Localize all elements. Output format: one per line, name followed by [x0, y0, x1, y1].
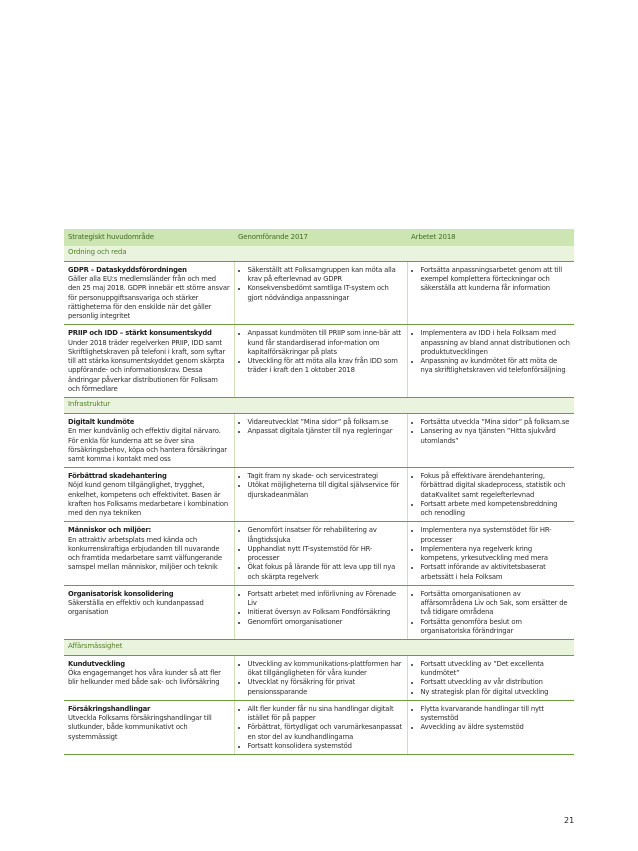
implementation-2017-cell — [234, 468, 407, 522]
header-implementation-2017: Genomförande 2017 — [234, 229, 407, 246]
row-description: Nöjd kund genom tillgänglighet, trygghet, enkelhet, kompetens och effektivitet. Basen är kraften hos Folksams medarbetare i kombination med den nya tekniken — [68, 481, 229, 518]
bullet-item: • Fortsatt konsolidera systemstöd — [248, 742, 403, 751]
strategic-area-cell — [64, 522, 234, 585]
implementation-2017-cell — [234, 700, 407, 754]
section-row — [64, 639, 574, 655]
bullet-item: • Initierat översyn av Folksam Fondförsäkring — [248, 608, 403, 617]
work-2018-cell — [407, 655, 574, 700]
bullet-item: • Fortsätta genomföra beslut om organisatoriska förändringar — [421, 618, 571, 636]
bullet-item: • Upphandlat nytt IT-systemstöd för HR-processer — [248, 545, 403, 563]
page-number: 21 — [564, 816, 575, 825]
bullet-item: • Fortsatt utveckling av vår distribution — [421, 678, 571, 687]
strategic-area-cell — [64, 700, 234, 754]
bullet-list — [412, 660, 571, 697]
strategy-table — [64, 229, 574, 755]
strategic-area-cell — [64, 585, 234, 639]
bullet-item: • Utveckling av kommunikations-plattformen har ökat tillgängligheten för våra kunder — [248, 660, 403, 678]
bullet-item: • Utveckling för att möta alla krav från IDD som träder i kraft den 1 oktober 2018 — [248, 357, 403, 375]
bullet-item: • Tagit fram ny skade- och servicestrategi — [248, 472, 403, 481]
bullet-item: • Avveckling av äldre systemstöd — [421, 723, 571, 732]
strategic-area-cell — [64, 262, 234, 325]
header-strategic-area: Strategiskt huvudområde — [64, 229, 234, 246]
row-description: En mer kundvänlig och effektiv digital närvaro. För enkla för kunderna att se över sina försäkringsbehov, köpa och hantera försäkringar samt komma i kontakt med oss — [68, 427, 227, 463]
work-2018-cell — [407, 414, 574, 468]
bullet-list — [239, 526, 403, 581]
section-title: Ordning och reda — [64, 246, 574, 262]
bullet-item: • Säkerställt att Folksamgruppen kan möta alla krav på efterlevnad av GDPR — [248, 266, 403, 284]
section-title: Affärsmässighet — [64, 639, 574, 655]
row-description: Gäller alla EU:s medlemsländer från och med den 25 maj 2018. GDPR innebär ett större ansvar för personuppgiftsansvariga och stärker rättigheterna för den enskilde när det gäller personlig integritet — [68, 275, 230, 321]
bullet-list — [412, 705, 571, 733]
row-heading: PRIIP och IDD – stärkt konsumentskydd — [68, 329, 212, 338]
table-row — [64, 325, 574, 398]
section-row — [64, 246, 574, 262]
implementation-2017-cell — [234, 655, 407, 700]
header-work-2018: Arbetet 2018 — [407, 229, 574, 246]
bullet-item: • Fortsätta anpassningsarbetet genom att till exempel komplettera förteckningar och säkerställa att kunderna får information — [421, 266, 571, 294]
bullet-item: • Fortsätta utveckla ”Mina sidor” på folksam.se — [421, 418, 571, 427]
bullet-list — [239, 660, 403, 697]
work-2018-cell — [407, 585, 574, 639]
bullet-item: • Implementera nya systemstödet för HR-processer — [421, 526, 571, 544]
bullet-item: • Allt fler kunder får nu sina handlingar digitalt istället för på papper — [248, 705, 403, 723]
bullet-item: • Fortsatt arbete med kompetensbreddning och renodling — [421, 500, 571, 518]
table-row — [64, 468, 574, 522]
section-title: Infrastruktur — [64, 398, 574, 414]
row-heading: Digitalt kundmöte — [68, 418, 135, 427]
strategic-area-cell — [64, 414, 234, 468]
table-row — [64, 414, 574, 468]
bullet-item: • Konsekvensbedömt samtliga IT-system och gjort nödvändiga anpassningar — [248, 284, 403, 302]
implementation-2017-cell — [234, 522, 407, 585]
bullet-item: • Fortsatt införande av aktivitetsbaserat arbetssätt i hela Folksam — [421, 563, 571, 581]
bullet-item: • Utökat möjligheterna till digital självservice för djurskadeanmälan — [248, 481, 403, 499]
table-row — [64, 262, 574, 325]
strategic-area-cell — [64, 325, 234, 398]
bullet-list — [412, 418, 571, 446]
work-2018-cell — [407, 468, 574, 522]
work-2018-cell — [407, 700, 574, 754]
bullet-item: • Fortsatt utveckling av ”Det excellenta kundmötet” — [421, 660, 571, 678]
bullet-list — [239, 590, 403, 627]
strategic-area-cell — [64, 655, 234, 700]
bullet-item: • Implementera av IDD i hela Folksam med anpassning av bland annat distributionen och produktutvecklingen — [421, 329, 571, 357]
bullet-item: • Anpassning av kundmötet för att möta de nya skriftlighetskraven vid telefonförsäljning — [421, 357, 571, 375]
implementation-2017-cell — [234, 325, 407, 398]
row-description: En attraktiv arbetsplats med kända och konkurrenskraftiga erbjudanden till nuvarande och framtida medarbetare samt välfungerande samspel mellan människor, miljöer och teknik — [68, 535, 222, 572]
table-row — [64, 655, 574, 700]
row-heading: Försäkringshandlingar — [68, 704, 151, 713]
row-description: Öka engagemanget hos våra kunder så att fler blir helkunder med både sak- och livförsäkring — [68, 669, 221, 687]
implementation-2017-cell — [234, 262, 407, 325]
section-row — [64, 398, 574, 414]
table-row — [64, 585, 574, 639]
bullet-item: • Lansering av nya tjänsten ”Hitta sjukvård utomlands” — [421, 427, 571, 445]
implementation-2017-cell — [234, 585, 407, 639]
row-description: Utveckla Folksams försäkringshandlingar till slutkunder, både kommunikativt och systemmässigt — [68, 714, 212, 741]
bullet-list — [412, 329, 571, 375]
row-heading: Kundutveckling — [68, 659, 125, 668]
bullet-item: • Fortsätta omorganisationen av affärsområdena Liv och Sak, som ersätter de två tidigare områdena — [421, 590, 571, 618]
bullet-item: • Fokus på effektivare ärendehantering, förbättrad digital skadeprocess, statistik och dataKvalitet samt regelefterlevnad — [421, 472, 571, 500]
bullet-list — [239, 705, 403, 751]
bullet-list — [412, 526, 571, 581]
bullet-item: • Anpassat digitala tjänster till nya regleringar — [248, 427, 403, 436]
bullet-item: • Ny strategisk plan för digital utveckling — [421, 688, 571, 697]
bullet-item: • Anpassat kundmöten till PRIIP som inne-bär att kund får standardiserad infor-mation om kapitalförsäkringar på plats — [248, 329, 403, 357]
work-2018-cell — [407, 325, 574, 398]
bullet-item: • Implementera nya regelverk kring kompetens, yrkesutveckling med mera — [421, 545, 571, 563]
work-2018-cell — [407, 262, 574, 325]
bullet-list — [412, 590, 571, 636]
bullet-item: • Förbättrat, förtydligat och varumärkesanpassat en stor del av kundhandlingarna — [248, 723, 403, 741]
bullet-list — [239, 418, 403, 436]
bullet-item: • Utvecklat ny försäkring för privat pensionssparande — [248, 678, 403, 696]
bullet-list — [239, 266, 403, 303]
bullet-item: • Fortsatt arbetet med införlivning av Förenade Liv — [248, 590, 403, 608]
row-heading: GDPR – Dataskyddsförordningen — [68, 266, 187, 274]
strategic-area-cell — [64, 468, 234, 522]
work-2018-cell — [407, 522, 574, 585]
row-heading: Organisatorisk konsolidering — [68, 589, 174, 598]
bullet-item: • Genomfört insatser för rehabilitering av långtidssjuka — [248, 526, 403, 544]
bullet-item: • Vidareutvecklat ”Mina sidor” på folksam.se — [248, 418, 403, 427]
row-heading: Människor och miljöer: — [68, 526, 152, 535]
bullet-list — [239, 472, 403, 500]
bullet-item: • Ökat fokus på lärande för att leva upp till nya och skärpta regelverk — [248, 563, 403, 581]
bullet-list — [239, 329, 403, 375]
bullet-item: • Flytta kvarvarande handlingar till nytt systemstöd — [421, 705, 571, 723]
table-row — [64, 700, 574, 754]
bullet-item: • Genomfört omorganisationer — [248, 618, 403, 627]
table-header-row — [64, 229, 574, 246]
row-description: Säkerställa en effektiv och kundanpassad organisation — [68, 599, 204, 617]
row-description: Under 2018 träder regelverken PRIIP, IDD samt Skriftlighetskraven på telefoni i kraft, som syftar till att stärka konsumentskyddet genom skärpta uppförande- och informationskrav. Dessa ändringar påverkar distributionen för Folksam och förmedlare — [68, 338, 226, 393]
row-heading: Förbättrad skadehantering — [68, 472, 167, 481]
bullet-list — [412, 266, 571, 294]
table-row — [64, 522, 574, 585]
implementation-2017-cell — [234, 414, 407, 468]
bullet-list — [412, 472, 571, 518]
